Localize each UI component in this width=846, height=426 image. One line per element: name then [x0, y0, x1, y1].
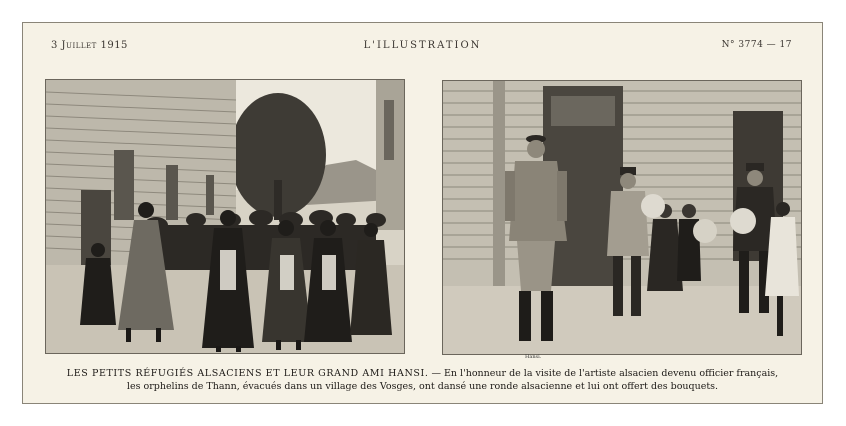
- caption-lead: LES PETITS RÉFUGIÉS ALSACIENS ET LEUR GRAND AMI HANSI.: [66, 368, 429, 379]
- page-date: 3 Juillet 1915: [51, 40, 128, 51]
- page-number: N° 3774 — 17: [721, 40, 792, 50]
- magazine-title: L'ILLUSTRATION: [363, 40, 482, 51]
- photo-credit: Hansi.: [525, 354, 542, 360]
- photo-children-dancing-illustration: [46, 80, 404, 353]
- caption-line-2: les orphelins de Thann, évacués dans un village des Vosges, ont dansé une ronde alsacienne et lui ont offert des bouquets.: [126, 381, 719, 392]
- photo-officer-with-children-illustration: [443, 81, 801, 354]
- photo-children-dancing: [45, 79, 405, 354]
- caption-line-1: [23, 367, 822, 380]
- caption-text-1: — En l'honneur de la visite de l'artiste alsacien devenu officier français,: [428, 368, 779, 379]
- magazine-page: [22, 22, 823, 404]
- photo-caption: [23, 367, 822, 393]
- photo-officer-with-children: [442, 80, 802, 355]
